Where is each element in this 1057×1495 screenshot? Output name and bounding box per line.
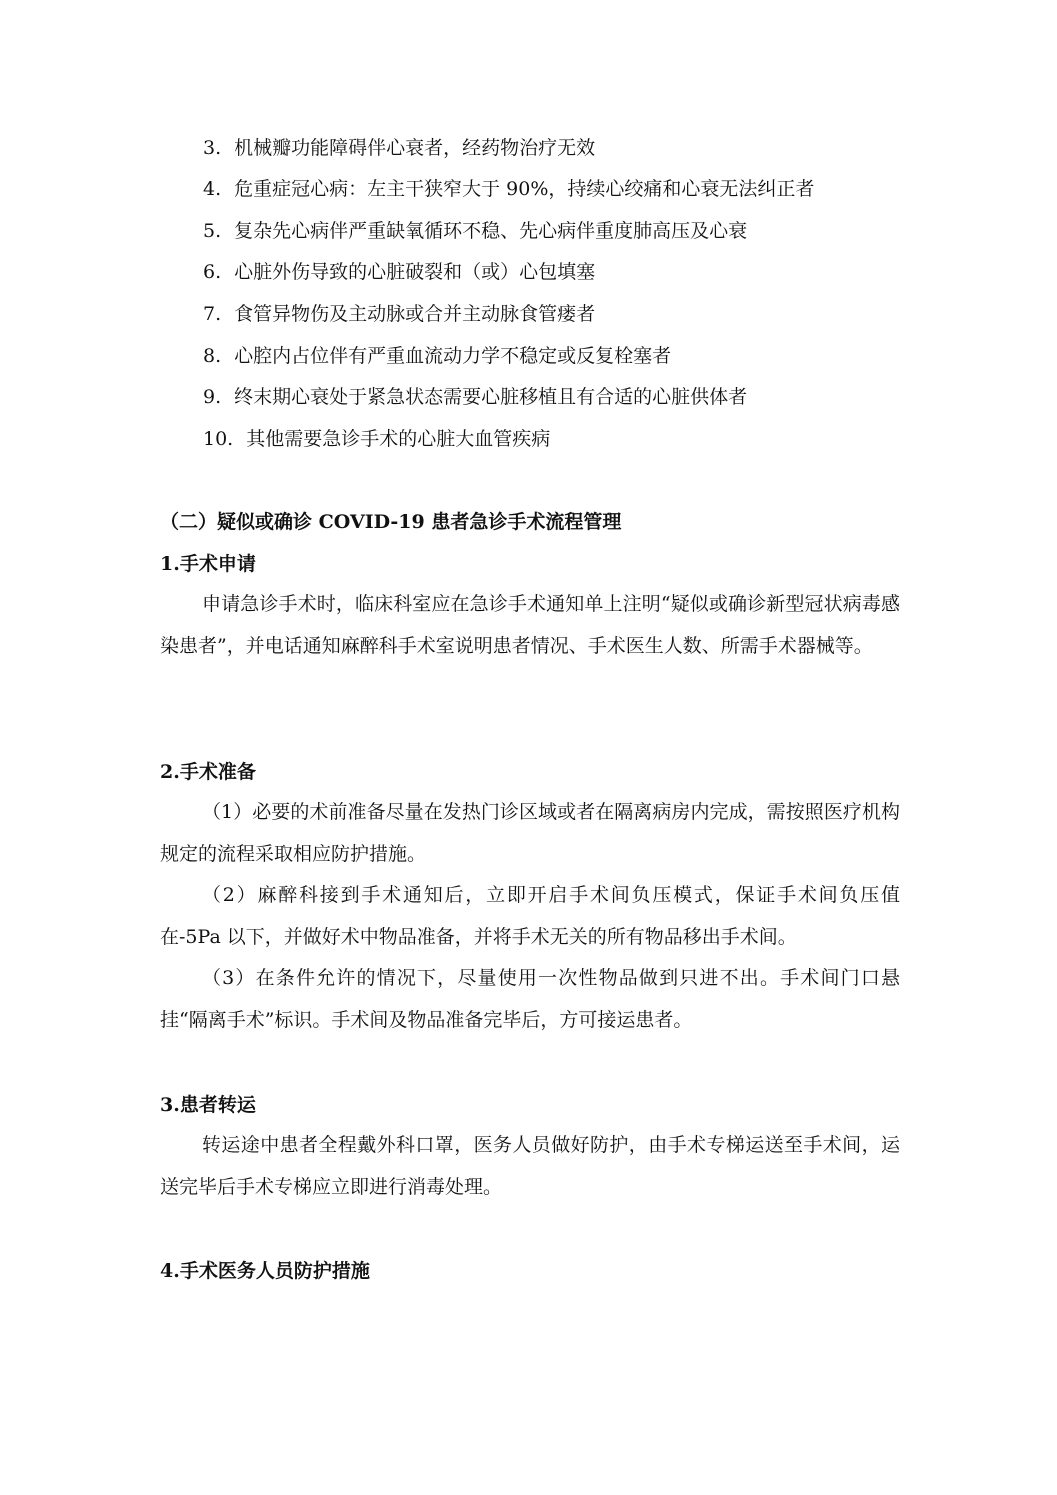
list-item-text: 危重症冠心病：左主干狭窄大于 90%，持续心绞痛和心衰无法纠正者 xyxy=(234,178,815,200)
list-item-text: 终末期心衰处于紧急状态需要心脏移植且有合适的心脏供体者 xyxy=(234,386,748,408)
list-item-text: 心腔内占位伴有严重血流动力学不稳定或反复栓塞者 xyxy=(234,345,672,367)
list-item xyxy=(203,342,671,370)
list-item-number: 4. xyxy=(203,178,222,200)
subsection-title-preparation: 2.手术准备 xyxy=(160,761,256,783)
paragraph-preparation-3: （3）在条件允许的情况下，尽量使用一次性物品做到只进不出。手术间门口悬挂“隔离手术”标识。手术间及物品准备完毕后，方可接运患者。 xyxy=(160,967,900,1031)
list-item-text: 食管异物伤及主动脉或合并主动脉食管瘘者 xyxy=(234,303,596,325)
list-item-text: 机械瓣功能障碍伴心衰者，经药物治疗无效 xyxy=(234,137,596,159)
subsection-title-transfer: 3.患者转运 xyxy=(160,1094,256,1116)
list-item-number: 9. xyxy=(203,386,222,408)
list-item xyxy=(203,425,550,453)
list-item-number: 5. xyxy=(203,220,222,242)
paragraph-transfer: 转运途中患者全程戴外科口罩，医务人员做好防护，由手术专梯运送至手术间，运送完毕后手术专梯应立即进行消毒处理。 xyxy=(160,1134,900,1198)
subsection-title-application: 1.手术申请 xyxy=(160,553,256,575)
list-item-text: 心脏外伤导致的心脏破裂和（或）心包填塞 xyxy=(234,261,596,283)
list-item xyxy=(203,175,814,203)
subsection-title-protection: 4.手术医务人员防护措施 xyxy=(160,1260,370,1282)
list-item-number: 6. xyxy=(203,261,222,283)
list-item-text: 复杂先心病伴严重缺氧循环不稳、先心病伴重度肺高压及心衰 xyxy=(234,220,748,242)
list-item-number: 10. xyxy=(203,428,234,450)
list-item-number: 7. xyxy=(203,303,222,325)
list-item xyxy=(203,300,595,328)
list-item xyxy=(203,134,595,162)
list-item-number: 8. xyxy=(203,345,222,367)
list-item-text: 其他需要急诊手术的心脏大血管疾病 xyxy=(246,428,551,450)
paragraph-preparation-1: （1）必要的术前准备尽量在发热门诊区域或者在隔离病房内完成，需按照医疗机构规定的流程采取相应防护措施。 xyxy=(160,801,900,865)
paragraph-preparation-2: （2）麻醉科接到手术通知后，立即开启手术间负压模式，保证手术间负压值在-5Pa 以下，并做好术中物品准备，并将手术无关的所有物品移出手术间。 xyxy=(160,884,900,948)
section-heading: （二）疑似或确诊 COVID-19 患者急诊手术流程管理 xyxy=(160,511,622,533)
list-item xyxy=(203,383,747,411)
list-item xyxy=(203,258,595,286)
paragraph-application: 申请急诊手术时，临床科室应在急诊手术通知单上注明“疑似或确诊新型冠状病毒感染患者”，并电话通知麻醉科手术室说明患者情况、手术医生人数、所需手术器械等。 xyxy=(160,593,900,657)
list-item-number: 3. xyxy=(203,137,222,159)
list-item xyxy=(203,217,747,245)
